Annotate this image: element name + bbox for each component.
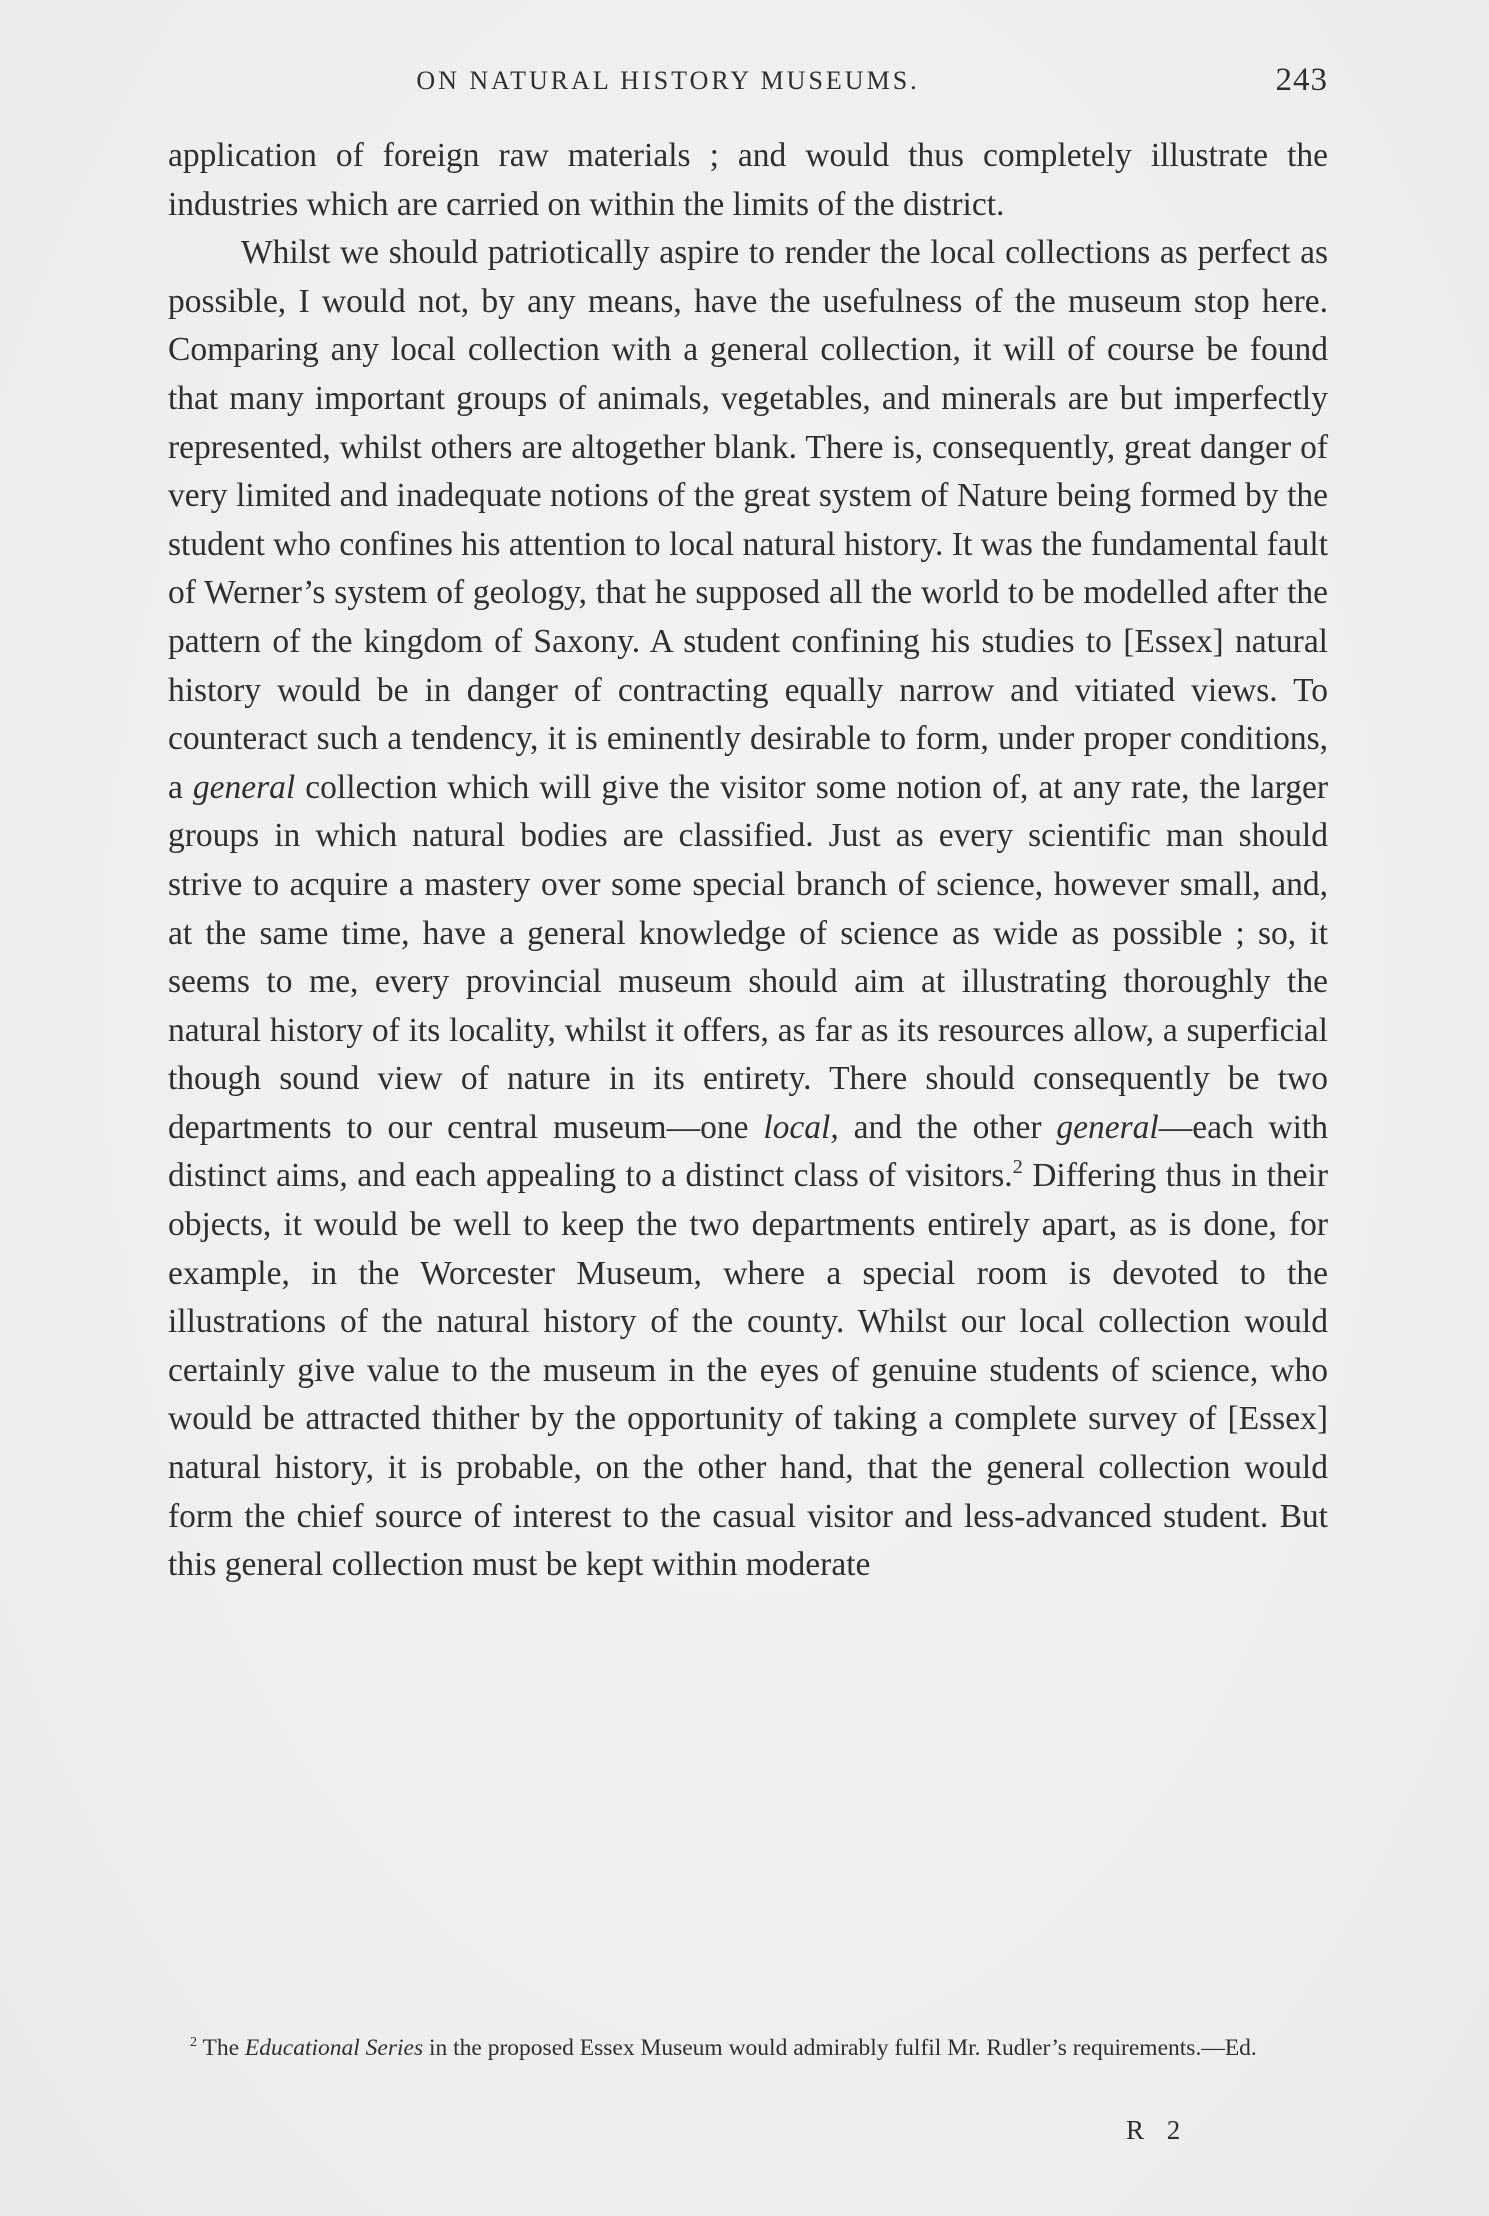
- paragraph-2-part-b: collection which will give the visitor some notion of, at any rate, the larger groups in which natural bodies are classified. Just as every scientific man should strive to acquire a mastery over some special branch of science, however small, and, at the same time, have a general knowledge of science as wide as possible ; so, it seems to me, every provincial museum should aim at illustrating thoroughly the natural history of its locality, whilst it offers, as far as its resources allow, a superficial though sound view of nature in its entirety. There should consequently be two departments to our central museum—one: [168, 768, 1329, 1146]
- running-title: ON NATURAL HISTORY MUSEUMS.: [416, 66, 920, 95]
- footnote-text-a: The: [202, 2035, 240, 2061]
- footnote: [168, 2033, 1308, 2061]
- page-number: 243: [1275, 62, 1328, 98]
- body-text: [168, 132, 1328, 1590]
- italic-local: local,: [763, 1108, 839, 1146]
- signature-mark: R 2: [1126, 2115, 1189, 2145]
- footnote-text-b: in the proposed Essex Museum would admirably fulfil Mr. Rudler’s requirements.—Ed.: [428, 2035, 1257, 2061]
- footnote-reference: 2: [1012, 1156, 1023, 1179]
- italic-general-2: general: [1056, 1108, 1159, 1146]
- paragraph-2-part-d: —each with distinct aims, and each appealing to a distinct class of visitors.: [168, 1108, 1329, 1195]
- paragraph-2: [168, 229, 1328, 1590]
- paragraph-1: application of foreign raw materials ; and would thus completely illustrate the industries which are carried on within the limits of the district.: [168, 137, 1328, 223]
- paragraph-2-part-e: Differing thus in their objects, it would be well to keep the two departments entirely apart, as is done, for example, in the Worcester Museum, where a special room is devoted to the illustrations of the natural history of the county. Whilst our local collection would certainly give value to the museum in the eyes of genuine students of science, who would be attracted thither by the opportunity of taking a complete survey of [Essex] natural history, it is probable, on the other hand, that the general collection would form the chief source of interest to the casual visitor and less-advanced student. But this general collection must be kept within moderate: [168, 1157, 1328, 1584]
- italic-general: general: [192, 768, 296, 806]
- paragraph-2-part-c: and the other: [853, 1108, 1042, 1146]
- footnote-italic: Educational Series: [244, 2035, 424, 2061]
- paragraph-2-part-a: Whilst we should patriotically aspire to render the local collections as perfect as possible, I would not, by any means, have the usefulness of the museum stop here. Comparing any local collection with a general collection, it will of course be found that many important groups of animals, vegetables, and minerals are but imperfectly represented, whilst others are altogether blank. There is, consequently, great danger of very limited and inadequate notions of the great system of Nature being formed by the student who confines his attention to local natural history. It was the fundamental fault of Werner’s system of geology, that he supposed all the world to be modelled after the pattern of the kingdom of Saxony. A student confining his studies to [Essex] natural history would be in danger of contracting equally narrow and vitiated views. To counteract such a tendency, it is eminently desirable to form, under proper conditions, a: [168, 234, 1328, 806]
- running-head: [168, 62, 1328, 102]
- footnote-number: 2: [190, 2033, 198, 2050]
